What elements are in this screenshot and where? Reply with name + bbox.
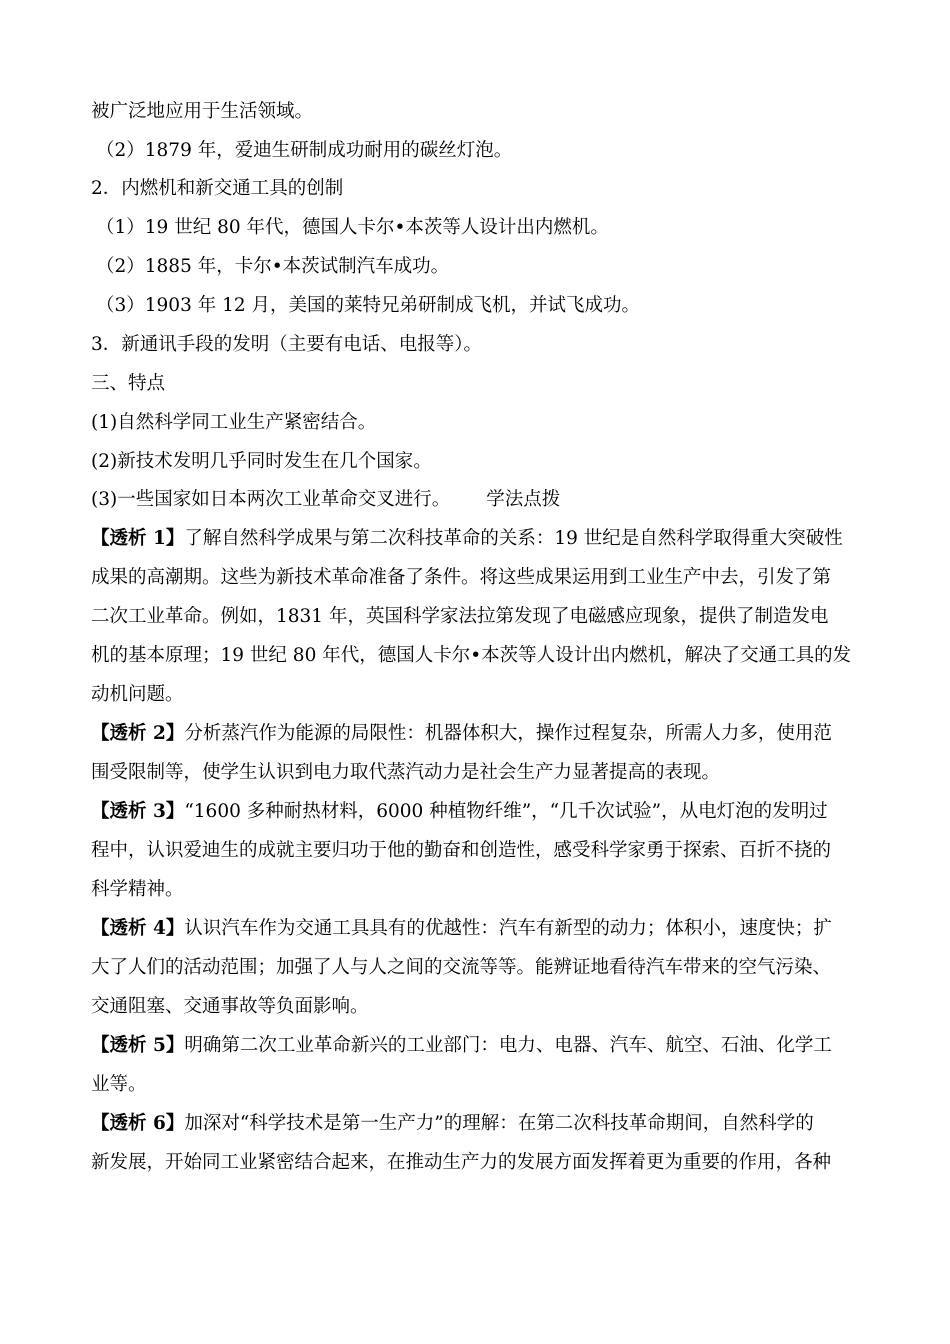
analysis-tag: 【透析 2】	[91, 723, 185, 744]
text-line: （2）1879 年，爱迪生研制成功耐用的碳丝灯泡。	[96, 140, 513, 161]
analysis-1-line: 机的基本原理；19 世纪 80 年代，德国人卡尔•本茨等人设计出内燃机，解决了交通工具的发	[91, 645, 852, 666]
section-heading: 三、特点	[91, 373, 166, 394]
analysis-3-line: 科学精神。	[91, 879, 184, 900]
analysis-1-line: 动机问题。	[91, 684, 184, 705]
analysis-tag: 【透析 5】	[91, 1035, 185, 1056]
text-line	[91, 488, 560, 512]
analysis-1-first-line: 【透析 1】了解自然科学成果与第二次科技革命的关系：19 世纪是自然科学取得重大突破性	[91, 528, 843, 549]
section-heading: 2．内燃机和新交通工具的创制	[91, 178, 344, 199]
text-line: 被广泛地应用于生活领域。	[91, 101, 314, 122]
analysis-5-first-line: 【透析 5】明确第二次工业革命新兴的工业部门：电力、电器、汽车、航空、石油、化学工	[91, 1035, 832, 1056]
analysis-tag: 【透析 6】	[91, 1113, 185, 1134]
analysis-5-line: 业等。	[91, 1074, 147, 1095]
text-line: （1）19 世纪 80 年代，德国人卡尔•本茨等人设计出内燃机。	[96, 217, 609, 238]
analysis-6-line: 新发展，开始同工业紧密结合起来，在推动生产力的发展方面发挥着更为重要的作用，各种	[91, 1152, 832, 1173]
text-line: （3）1903 年 12 月，美国的莱特兄弟研制成飞机，并试飞成功。	[96, 295, 641, 316]
analysis-tag: 【透析 3】	[91, 801, 185, 822]
text-line: (2)新技术发明几乎同时发生在几个国家。	[91, 451, 432, 472]
section-heading: 3．新通讯手段的发明（主要有电话、电报等）。	[91, 334, 483, 355]
analysis-4-line: 大了人们的活动范围；加强了人与人之间的交流等等。能辨证地看待汽车带来的空气污染、	[91, 957, 832, 978]
analysis-2-line: 围受限制等，使学生认识到电力取代蒸汽动力是社会生产力显著提高的表现。	[91, 762, 721, 783]
text-line: (1)自然科学同工业生产紧密结合。	[91, 412, 377, 433]
analysis-4-line: 交通阻塞、交通事故等负面影响。	[91, 996, 369, 1017]
analysis-tag: 【透析 1】	[91, 528, 185, 549]
analysis-4-first-line: 【透析 4】认识汽车作为交通工具具有的优越性：汽车有新型的动力；体积小，速度快；扩	[91, 918, 832, 939]
text-line-part: (3)一些国家如日本两次工业革命交叉进行。	[91, 489, 451, 510]
text-line: （2）1885 年，卡尔•本茨试制汽车成功。	[96, 256, 450, 277]
analysis-3-line: 程中，认识爱迪生的成就主要归功于他的勤奋和创造性，感受科学家勇于探索、百折不挠的	[91, 840, 832, 861]
subheading: 学法点拨	[486, 489, 561, 510]
analysis-2-first-line: 【透析 2】分析蒸汽作为能源的局限性：机器体积大，操作过程复杂，所需人力多，使用范	[91, 723, 832, 744]
analysis-1-line: 成果的高潮期。这些为新技术革命准备了条件。将这些成果运用到工业生产中去，引发了第	[91, 567, 832, 588]
analysis-3-first-line: 【透析 3】“1600 多种耐热材料，6000 种植物纤维”，“几千次试验”，从电灯泡的发明过	[91, 801, 828, 822]
analysis-1-line: 二次工业革命。例如，1831 年，英国科学家法拉第发现了电磁感应现象，提供了制造发电	[91, 606, 829, 627]
analysis-6-first-line: 【透析 6】加深对“科学技术是第一生产力”的理解：在第二次科技革命期间，自然科学的	[91, 1113, 814, 1134]
analysis-tag: 【透析 4】	[91, 918, 185, 939]
